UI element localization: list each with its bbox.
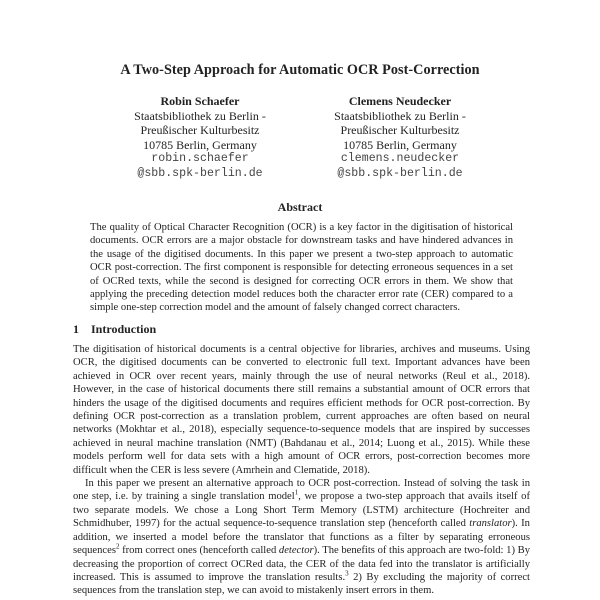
text-run: ). In addition, we inserted a model before the translator that functions as a filter by separating erroneous sequences [73, 518, 530, 557]
author-email: @sbb.spk-berlin.de [337, 166, 463, 180]
author-email: clemens.neudecker [340, 152, 460, 166]
author-address: 10785 Berlin, Germany [343, 137, 457, 152]
abstract-heading: Abstract [277, 200, 323, 214]
section-heading [73, 322, 156, 337]
author-block-1 [110, 94, 290, 182]
paragraph: The digitisation of historical documents is a central objective for libraries, archives and museums. Using OCR, the digitised documents can be converted to electronic full text. Important advances have been achieved in OCR over recent years, mainly through the use of neural networks (Reul et al., 2018). However, in the case of historical documents there still remains a substantial amount of OCR errors that hinders the usage of the digitised documents and requires efficient methods for OCR post-correction. By defining OCR post-correction as a translation problem, current approaches are often based on neural networks (Mokhtar et al., 2018), especially sequence-to-sequence models that are inspired by successes achieved in neural machine translation (NMT) (Bahdanau et al., 2014; Luong et al., 2015). While these models perform well for data sets with a high amount of OCR errors, post-correction becomes more difficult when the CER is less severe (Amrhein and Clematide, 2018). [73, 344, 530, 476]
text-run: ). The benefits of this approach are two-fold: 1) By decreasing the proportion of correct OCRed data, the CER of the data fed into the translator is artificially increased. This is assumed to improve the translation results. [73, 545, 530, 583]
abstract-text: The quality of Optical Character Recognition (OCR) is a key factor in the digitisation of historical documents. OCR errors are a major obstacle for downstream tasks and have hindered advances in the usage of the digitised documents. In this paper we present a two-step approach to automatic OCR post-correction. The first component is responsible for detecting erroneous sequences in a set of OCRed texts, while the second is designed for correcting OCR errors in them. We show that applying the preceding detection model reduces both the character error rate (CER) compared to a simple one-step correction model and the amount of falsely changed correct characters. [90, 222, 513, 314]
text-run: 2) By excluding the majority of correct sequences from the translation step, we can avoid to mistakenly insert errors in them. [73, 571, 530, 597]
author-name: Clemens Neudecker [348, 94, 452, 108]
author-email: robin.schaefer [151, 152, 249, 166]
paragraph [73, 477, 530, 598]
term-translator: translator [469, 518, 512, 530]
section-title: Introduction [91, 322, 157, 336]
text-run: , we propose a two-step approach that avails itself of two separate models. We chose a Long Short Term Memory (LSTM) architecture (Hochreiter and Schmidhuber, 1997) for the actual sequence-to-sequence translation step (henceforth called [73, 491, 530, 530]
introduction-body [73, 343, 530, 598]
author-affiliation: Staatsbibliothek zu Berlin - [134, 108, 266, 123]
text-run: In this paper we present an alternative approach to OCR post-correction. Instead of solving the task in one step, i.e. by training a single translation model [73, 478, 530, 503]
footnote-marker: 1 [294, 488, 299, 497]
paper-title: A Two-Step Approach for Automatic OCR Post-Correction [120, 62, 480, 78]
author-affiliation: Preußischer Kulturbesitz [340, 123, 460, 138]
text-run: from correct ones (henceforth called [119, 545, 279, 557]
author-affiliation: Staatsbibliothek zu Berlin - [334, 108, 466, 123]
author-block-2 [310, 94, 490, 182]
author-affiliation: Preußischer Kulturbesitz [140, 123, 260, 138]
footnote-marker: 2 [115, 542, 120, 551]
author-email: @sbb.spk-berlin.de [137, 166, 263, 180]
term-detector: detector [278, 545, 314, 557]
section-number: 1 [73, 322, 79, 336]
author-address: 10785 Berlin, Germany [143, 137, 257, 152]
author-name: Robin Schaefer [160, 94, 240, 108]
footnote-marker: 3 [345, 569, 349, 578]
